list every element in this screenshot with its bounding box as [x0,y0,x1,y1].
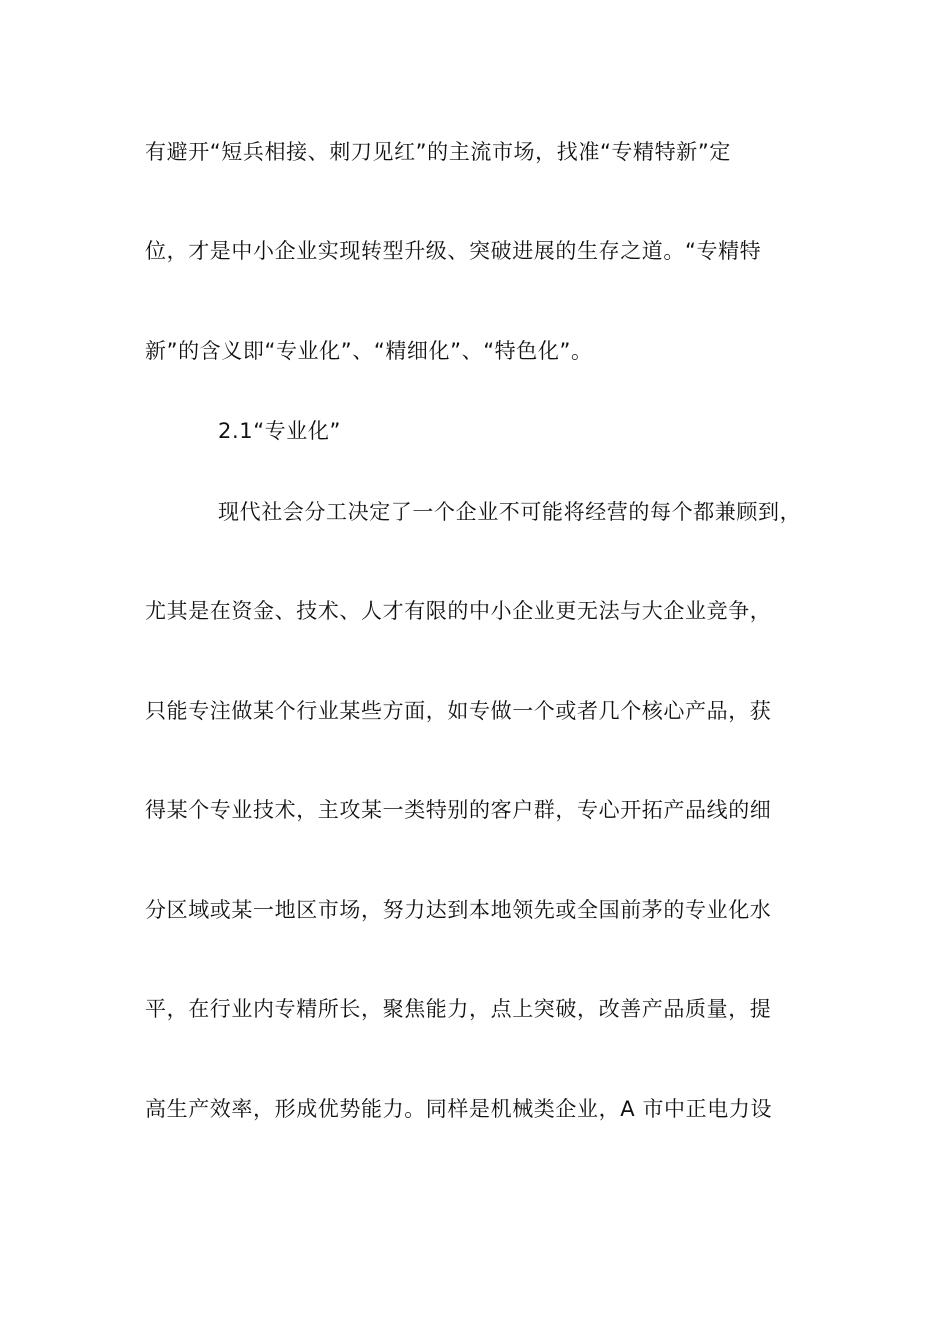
paragraph-line: 尤其是在资金、技术、人才有限的中小企业更无法与大企业竞争， [145,599,772,623]
paragraph-line: 平，在行业内专精所长，聚焦能力，点上突破，改善产品质量，提 [145,997,772,1021]
paragraph-line: 新”的含义即“专业化”、“精细化”、“特色化”。 [145,339,593,363]
paragraph-line: 现代社会分工决定了一个企业不可能将经营的每个都兼顾到， [218,500,802,524]
paragraph-line: 只能专注做某个行业某些方面，如专做一个或者几个核心产品，获 [145,699,772,723]
paragraph-line: 位，才是中小企业实现转型升级、突破进展的生存之道。“专精特 [145,239,762,263]
paragraph-line: 有避开“短兵相接、刺刀见红”的主流市场，找准“专精特新”定 [145,140,731,164]
section-heading: 2.1“专业化” [218,419,341,443]
paragraph-line: 分区域或某一地区市场，努力达到本地领先或全国前茅的专业化水 [145,898,772,922]
paragraph-line: 高生产效率，形成优势能力。同样是机械类企业，A 市中正电力设 [145,1097,773,1121]
paragraph-line: 得某个专业技术，主攻某一类特别的客户群，专心开拓产品线的细 [145,798,772,822]
